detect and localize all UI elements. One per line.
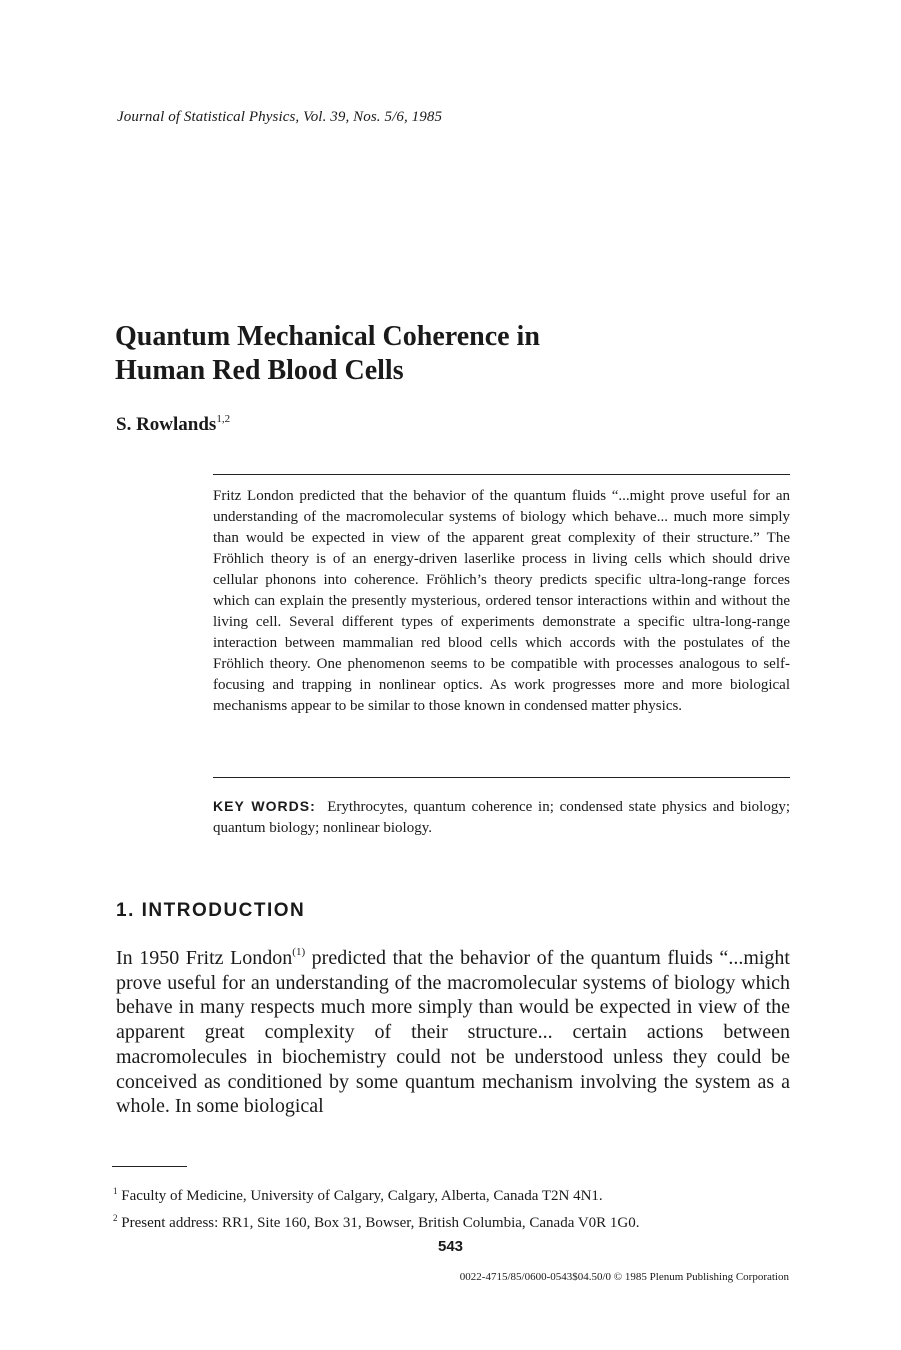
abstract-bottom-rule — [213, 777, 790, 778]
footnote-text: Faculty of Medicine, University of Calgary, Calgary, Alberta, Canada T2N 4N1. — [121, 1188, 603, 1204]
copyright-line: 0022-4715/85/0600-0543$04.50/0 © 1985 Plenum Publishing Corporation — [459, 1271, 789, 1283]
footnotes — [113, 1180, 793, 1234]
section-heading: 1. INTRODUCTION — [116, 900, 306, 921]
footnote-mark: 2 — [113, 1213, 118, 1223]
body-paragraph — [116, 940, 790, 1119]
title-line-1: Quantum Mechanical Coherence in — [115, 321, 540, 352]
author-affiliation-marks: 1,2 — [216, 413, 231, 425]
abstract: Fritz London predicted that the behavior of the quantum fluids “...might prove useful for an understanding of the macromolecular systems of biology which behave... much more simply than would be expected in view of the apparent great complexity of their structure.” The Fröhlich theory is of an energy-driven laserlike process in living cells which should drive cellular phonons into coherence. Fröhlich’s theory predicts specific ultra-long-range forces which can explain the presently mysterious, ordered tensor interactions within and without the living cell. Several different types of experiments demonstrate a specific ultra-long-range interaction between mammalian red blood cells which accords with the postulates of the Fröhlich theory. One phenomenon seems to be compatible with processes analogous to self-focusing and trapping in nonlinear optics. As work progresses more and more biological mechanisms appear to be similar to those known in condensed matter physics. — [213, 488, 790, 714]
page-number: 543 — [437, 1238, 464, 1255]
footnote-rule — [112, 1166, 187, 1167]
footnote-text: Present address: RR1, Site 160, Box 31, Bowser, British Columbia, Canada V0R 1G0. — [121, 1215, 640, 1231]
journal-citation: Journal of Statistical Physics, Vol. 39, Nos. 5/6, 1985 — [117, 109, 443, 125]
paper-title — [115, 320, 715, 388]
footnote-2 — [113, 1207, 793, 1234]
footnote-mark: 1 — [113, 1186, 118, 1196]
keywords-label: KEY WORDS: — [213, 798, 316, 814]
citation-ref: (1) — [292, 946, 306, 958]
author-name: S. Rowlands — [116, 414, 217, 435]
footnote-1 — [113, 1180, 793, 1207]
body-text-rest: predicted that the behavior of the quantum fluids “...might prove useful for an understanding of the macromolecular systems of biology which behave in many respects much more simply than would be expected in view of the apparent great complexity of their structure... certain actions between macromolecules in biochemistry could not be understood unless they could be conceived as conditioned by some quantum mechanism involving the system as a whole. In some biological — [116, 947, 790, 1118]
abstract-top-rule — [213, 474, 790, 475]
keywords — [213, 796, 790, 839]
body-text-start: In 1950 Fritz London — [116, 947, 293, 969]
title-line-2: Human Red Blood Cells — [115, 355, 404, 386]
author-line — [116, 413, 230, 436]
keywords-text: Erythrocytes, quantum coherence in; condensed state physics and biology; quantum biology; nonlinear biology. — [213, 799, 791, 836]
